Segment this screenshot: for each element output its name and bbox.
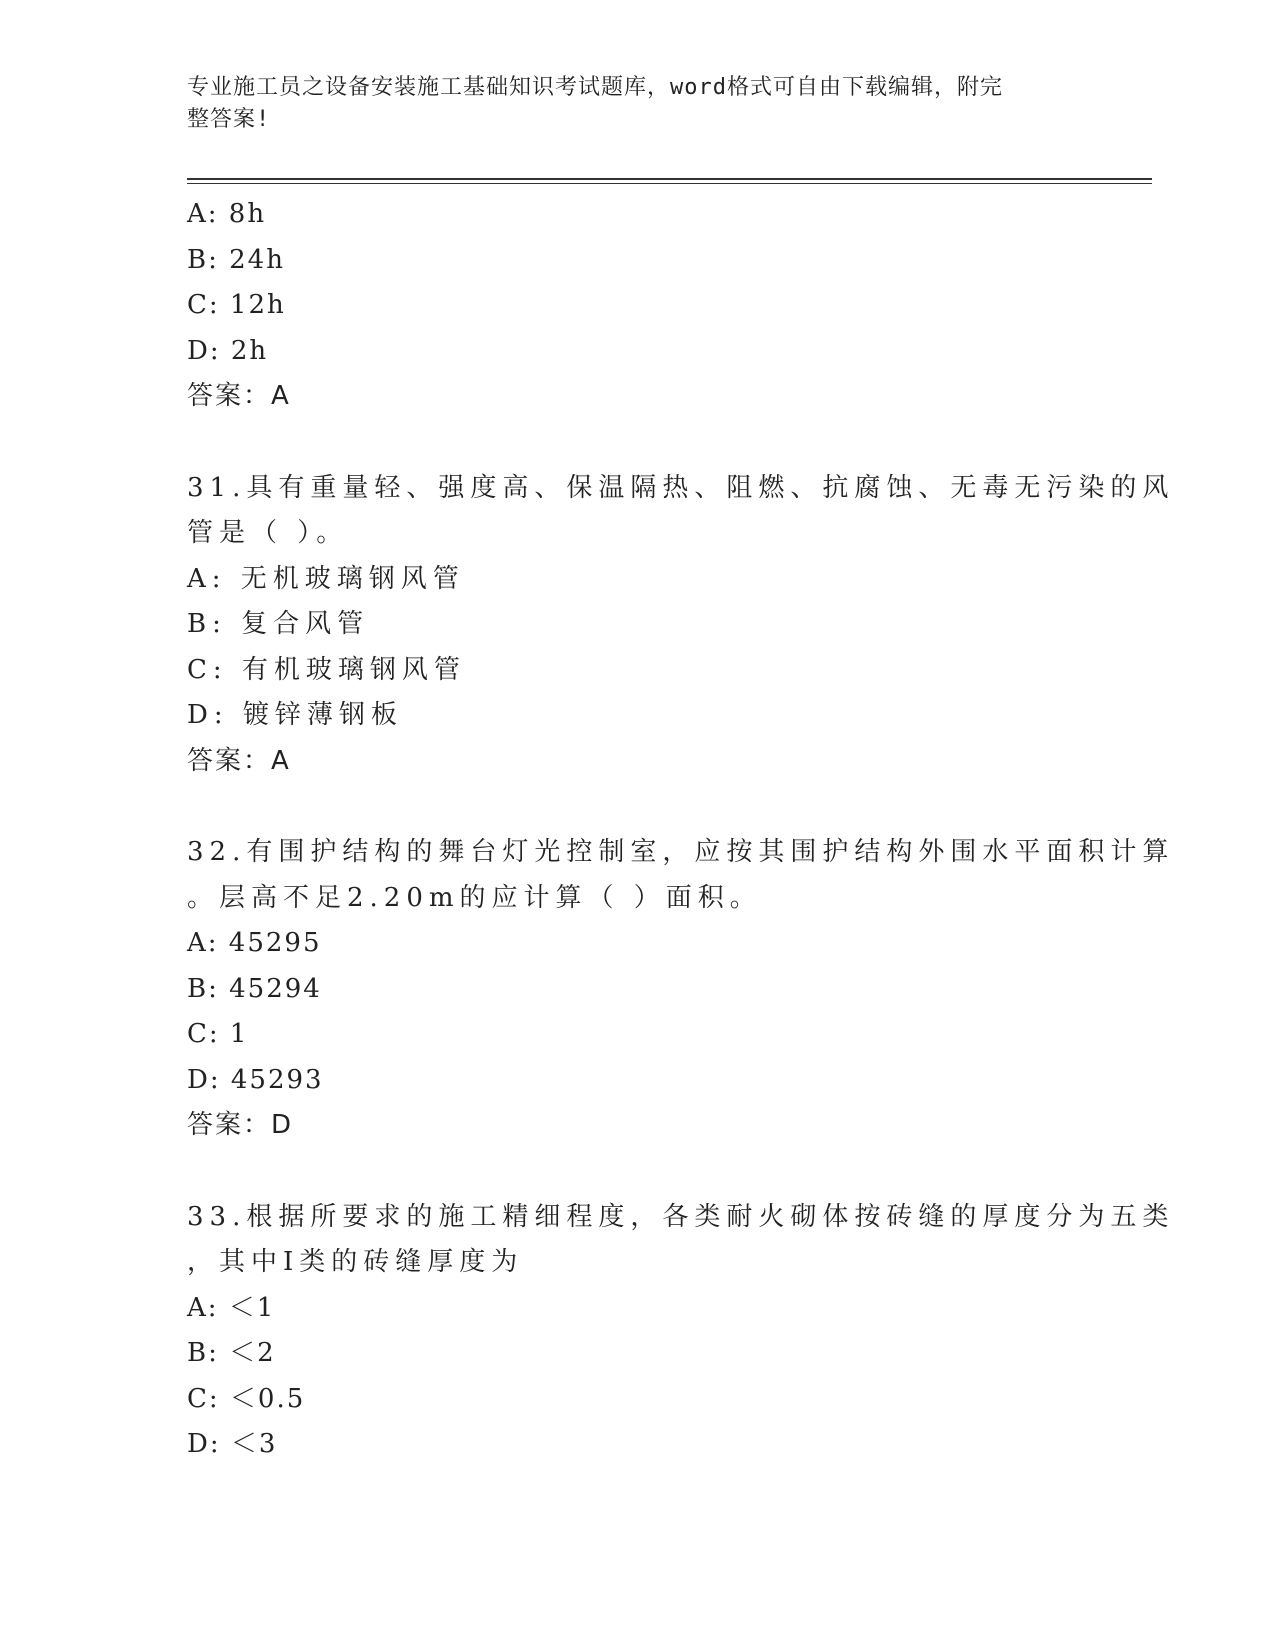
header-rule-thin bbox=[187, 183, 1152, 184]
option-d: D: ＜3 bbox=[187, 1429, 278, 1459]
option-c: C: 12h bbox=[187, 290, 286, 320]
header-line-2: 整答案! bbox=[187, 107, 271, 132]
question-stem-continued: 管是（ ）。 bbox=[187, 518, 349, 548]
option-c: C: 1 bbox=[187, 1019, 249, 1049]
option-a: A: ＜1 bbox=[187, 1292, 276, 1323]
option-c: C: ＜0.5 bbox=[187, 1383, 306, 1414]
header-rule-thick bbox=[187, 178, 1152, 180]
option-c: C: 有机玻璃钢风管 bbox=[187, 654, 466, 685]
question-content bbox=[187, 192, 1175, 1468]
question-stem-continued: 。层高不足2.20m的应计算（ ）面积。 bbox=[187, 882, 762, 913]
question-stem: 31.具有重量轻、强度高、保温隔热、阻燃、抗腐蚀、无毒无污染的风 bbox=[187, 472, 1175, 503]
spacer bbox=[187, 420, 1087, 466]
answer: 答案：D bbox=[187, 1110, 294, 1140]
option-b: B: 24h bbox=[187, 244, 285, 275]
option-b: B: ＜2 bbox=[187, 1338, 276, 1368]
option-d: D: 镀锌薄钢板 bbox=[187, 700, 403, 730]
question-30-tail bbox=[187, 192, 1087, 420]
option-d: D: 2h bbox=[187, 335, 269, 366]
option-a: A: 8h bbox=[187, 199, 267, 229]
answer: 答案：A bbox=[187, 381, 291, 411]
question-32 bbox=[187, 830, 1175, 1149]
answer: 答案：A bbox=[187, 745, 291, 776]
header-line-1: 专业施工员之设备安装施工基础知识考试题库，word格式可自由下载编辑，附完 bbox=[187, 75, 1003, 100]
question-stem: 33.根据所要求的施工精细程度，各类耐火砌体按砖缝的厚度分为五类 bbox=[187, 1201, 1175, 1232]
option-a: A: 无机玻璃钢风管 bbox=[187, 563, 465, 594]
spacer bbox=[187, 1149, 1087, 1195]
option-b: B: 复合风管 bbox=[187, 609, 370, 639]
question-stem: 32.有围护结构的舞台灯光控制室，应按其围护结构外围水平面积计算 bbox=[187, 837, 1175, 867]
document-header bbox=[187, 72, 1067, 136]
option-d: D: 45293 bbox=[187, 1064, 324, 1095]
option-b: B: 45294 bbox=[187, 973, 322, 1004]
option-a: A: 45295 bbox=[187, 928, 322, 958]
question-stem-continued: ，其中Ⅰ类的砖缝厚度为 bbox=[187, 1247, 524, 1277]
spacer bbox=[187, 784, 1087, 830]
question-33 bbox=[187, 1195, 1175, 1468]
question-31 bbox=[187, 466, 1175, 785]
